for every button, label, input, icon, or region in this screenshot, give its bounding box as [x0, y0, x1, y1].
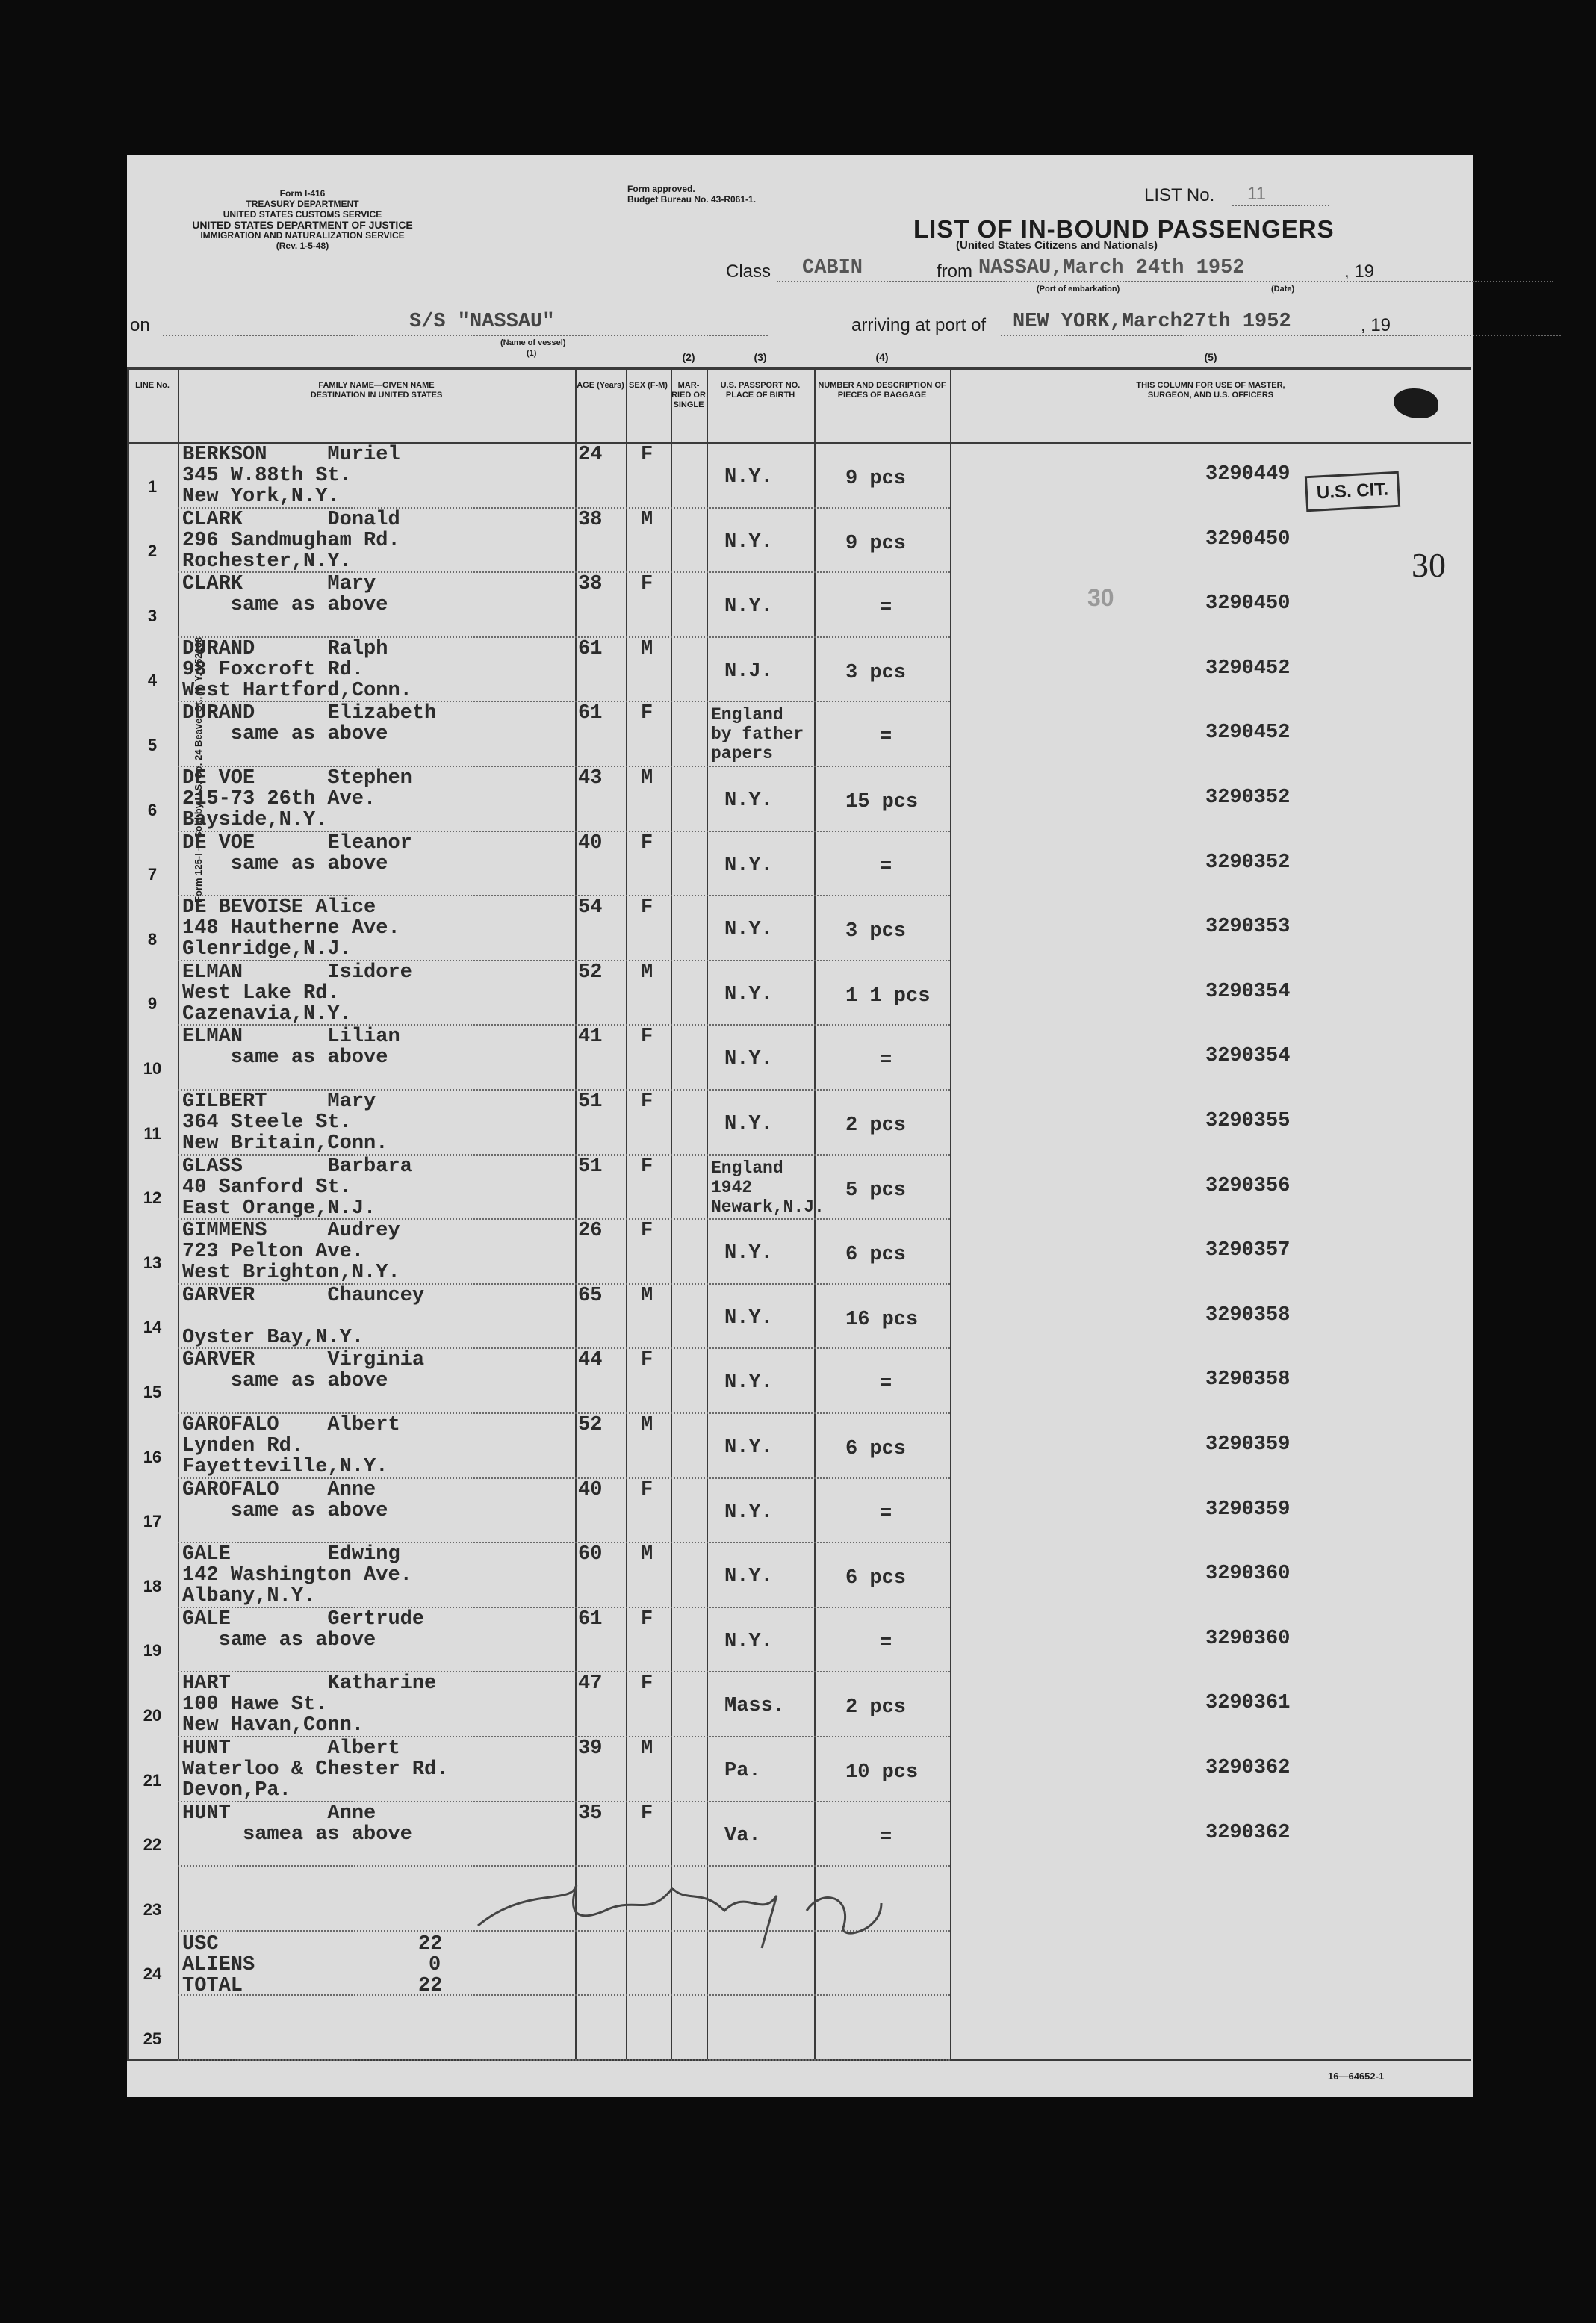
passenger-sex: M: [641, 1737, 653, 1760]
passenger-sex: F: [641, 1155, 653, 1178]
destination-address: same as above: [182, 1370, 388, 1393]
place-of-birth: England by father papers: [711, 705, 804, 764]
baggage-count: 16 pcs: [845, 1308, 919, 1331]
passenger-age: 61: [578, 1607, 603, 1631]
baggage-header: NUMBER AND DESCRIPTION OF PIECES OF BAGGAGE: [818, 381, 946, 400]
column-divider: [626, 367, 627, 2059]
place-of-birth: N.Y.: [724, 1113, 773, 1135]
line-number: 17: [143, 1512, 162, 1531]
aliens-label: ALIENS: [182, 1953, 255, 1976]
line-number: 3: [147, 606, 158, 625]
baggage-count: =: [880, 1826, 892, 1849]
destination-address: same as above: [182, 1628, 376, 1651]
passenger-name: DE BEVOISE Alice: [182, 896, 376, 919]
line-number: 20: [143, 1706, 162, 1725]
line-number: 7: [147, 865, 158, 884]
baggage-col-no: (4): [875, 351, 889, 363]
baggage-count: 1 1 pcs: [845, 984, 931, 1008]
officer-number: 3290359: [1205, 1433, 1291, 1456]
place-of-birth: N.Y.: [724, 595, 773, 618]
line-number: 4: [147, 671, 158, 690]
arrival-year-suffix: , 19: [1361, 315, 1391, 335]
destination-city: Oyster Bay,N.Y.: [182, 1326, 364, 1349]
officer-number: 3290354: [1205, 1045, 1291, 1068]
destination-address: 345 W.88th St.: [182, 465, 352, 487]
class-label: Class: [726, 261, 771, 282]
on-label: on: [130, 315, 150, 335]
destination-address: 364 Steele St.: [182, 1111, 352, 1134]
passenger-sex: F: [641, 896, 653, 919]
baggage-count: 6 pcs: [845, 1438, 907, 1460]
passenger-age: 51: [578, 1155, 603, 1178]
baggage-count: 9 pcs: [845, 532, 907, 555]
destination-city: New Havan,Conn.: [182, 1714, 364, 1737]
officers-header: THIS COLUMN FOR USE OF MASTER, SURGEON, AND U.S. OFFICERS: [1136, 381, 1285, 400]
passenger-name: GILBERT Mary: [182, 1091, 376, 1113]
destination-address: 723 Pelton Ave.: [182, 1241, 364, 1264]
passenger-age: 26: [578, 1220, 603, 1243]
line-number: 23: [143, 1899, 162, 1919]
destination-address: same as above: [182, 1046, 388, 1070]
passenger-name: GALE Gertrude: [182, 1607, 425, 1631]
place-of-birth: N.Y.: [724, 1501, 773, 1524]
destination-city: New York,N.Y.: [182, 486, 340, 508]
baggage-count: 2 pcs: [845, 1114, 907, 1137]
destination-city: East Orange,N.J.: [182, 1197, 376, 1220]
baggage-count: =: [880, 1631, 892, 1654]
vessel-column-number: (1): [527, 349, 537, 358]
passenger-age: 51: [578, 1091, 603, 1113]
passenger-name: GIMMENS Audrey: [182, 1220, 400, 1243]
passenger-age: 39: [578, 1737, 603, 1760]
passenger-name: HUNT Anne: [182, 1802, 376, 1825]
place-of-birth: N.Y.: [724, 466, 773, 489]
dept-justice: UNITED STATES DEPARTMENT OF JUSTICE: [192, 219, 413, 231]
table-left-border: [127, 367, 129, 2059]
passenger-sex: M: [641, 1543, 653, 1566]
officer-number: 3290362: [1205, 1757, 1291, 1779]
vessel-value: S/S "NASSAU": [409, 311, 555, 333]
passenger-table: [127, 155, 1473, 2097]
table-top-border: [127, 367, 1471, 370]
passenger-name: CLARK Donald: [182, 508, 400, 531]
place-of-birth: N.Y.: [724, 1306, 773, 1330]
line-number: 9: [147, 994, 158, 1014]
passenger-sex: F: [641, 1026, 653, 1049]
place-of-birth: N.J.: [724, 660, 773, 683]
passenger-name: GAROFALO Anne: [182, 1478, 376, 1501]
line-number: 13: [143, 1253, 162, 1272]
passenger-sex: F: [641, 1478, 653, 1501]
destination-city: Bayside,N.Y.: [182, 809, 328, 831]
passenger-name: CLARK Mary: [182, 573, 376, 596]
baggage-count: 6 pcs: [845, 1567, 907, 1590]
column-divider: [178, 367, 179, 2059]
passenger-age: 52: [578, 1414, 603, 1436]
line-number: 5: [147, 736, 158, 754]
destination-city: Rochester,N.Y.: [182, 550, 352, 573]
passenger-name: GALE Edwing: [182, 1543, 400, 1566]
officer-number: 3290360: [1205, 1627, 1291, 1650]
faded-30: 30: [1087, 584, 1114, 611]
passenger-name: ELMAN Isidore: [182, 961, 412, 984]
line-number: 10: [143, 1059, 162, 1078]
passenger-age: 35: [578, 1802, 603, 1825]
place-of-birth: N.Y.: [724, 1630, 773, 1653]
passenger-age: 61: [578, 702, 603, 725]
passenger-age: 41: [578, 1026, 603, 1049]
destination-city: Glenridge,N.J.: [182, 938, 352, 961]
place-of-birth: N.Y.: [724, 1436, 773, 1459]
destination-address: same as above: [182, 1499, 388, 1522]
destination-address: 40 Sanford St.: [182, 1176, 352, 1199]
baggage-count: =: [880, 1373, 892, 1396]
passenger-sex: M: [641, 508, 653, 531]
baggage-count: 15 pcs: [845, 791, 919, 813]
line-number: 1: [147, 477, 158, 496]
destination-address: 142 Washington Ave.: [182, 1564, 412, 1587]
dept-treasury: TREASURY DEPARTMENT: [246, 199, 359, 209]
passenger-sex: M: [641, 767, 653, 790]
destination-city: Albany,N.Y.: [182, 1585, 316, 1608]
place-of-birth: N.Y.: [724, 854, 773, 877]
date-caption: (Date): [1271, 285, 1295, 294]
baggage-count: 6 pcs: [845, 1244, 907, 1267]
destination-city: West Brighton,N.Y.: [182, 1262, 400, 1285]
arriving-label: arriving at port of: [851, 315, 987, 335]
officer-number: 3290356: [1205, 1174, 1291, 1197]
total-label: TOTAL: [182, 1974, 243, 1997]
passenger-sex: F: [641, 702, 653, 725]
officer-number: 3290352: [1205, 787, 1291, 809]
officer-number: 3290354: [1205, 980, 1291, 1003]
port-caption: (Port of embarkation): [1037, 285, 1120, 294]
passenger-name: DURAND Ralph: [182, 637, 388, 660]
place-of-birth: N.Y.: [724, 1242, 773, 1265]
passport-header: U.S. PASSPORT NO. PLACE OF BIRTH: [720, 381, 801, 400]
baggage-count: 3 pcs: [845, 661, 907, 684]
row-divider: [178, 1994, 950, 1996]
officer-number: 3290359: [1205, 1498, 1291, 1521]
from-year-suffix: , 19: [1344, 261, 1375, 282]
dept-customs: UNITED STATES CUSTOMS SERVICE: [223, 209, 382, 220]
destination-city: West Hartford,Conn.: [182, 679, 412, 702]
sex-header: SEX (F-M): [629, 381, 668, 390]
officer-number: 3290452: [1205, 657, 1291, 680]
baggage-count: =: [880, 726, 892, 749]
place-of-birth: N.Y.: [724, 983, 773, 1006]
destination-city: Fayetteville,N.Y.: [182, 1456, 388, 1478]
margin-number: 30: [1412, 546, 1446, 584]
from-value: NASSAU,March 24th 1952: [978, 257, 1245, 279]
budget-bureau: Budget Bureau No. 43-R061-1.: [627, 194, 757, 205]
inspector-signature: [463, 1858, 941, 1963]
passenger-age: 38: [578, 573, 603, 596]
place-of-birth: N.Y.: [724, 790, 773, 812]
place-of-birth: N.Y.: [724, 919, 773, 942]
officer-number: 3290358: [1205, 1368, 1291, 1392]
column-divider: [707, 367, 708, 2059]
line-no-header: LINE No.: [135, 381, 170, 390]
officer-number: 3290355: [1205, 1110, 1291, 1132]
arrival-value: NEW YORK,March27th 1952: [1013, 311, 1291, 333]
destination-address: 148 Hautherne Ave.: [182, 917, 400, 940]
usc-label: USC: [182, 1932, 219, 1956]
passenger-name: HART Katharine: [182, 1672, 437, 1696]
baggage-count: 3 pcs: [845, 920, 907, 943]
document-page: [127, 155, 1473, 2097]
destination-city: New Britain,Conn.: [182, 1132, 388, 1155]
passenger-name: DURAND Elizabeth: [182, 702, 437, 725]
passenger-sex: F: [641, 1672, 653, 1696]
line-number: 19: [143, 1641, 162, 1660]
line-number: 15: [143, 1383, 162, 1401]
destination-city: Devon,Pa.: [182, 1779, 291, 1802]
line-number: 8: [147, 929, 158, 949]
officer-number: 3290358: [1205, 1303, 1291, 1327]
passenger-sex: F: [641, 573, 653, 596]
line-number: 14: [143, 1318, 162, 1337]
passenger-name: GLASS Barbara: [182, 1155, 412, 1178]
baggage-count: =: [880, 1049, 892, 1073]
place-of-birth: N.Y.: [724, 1371, 773, 1395]
passenger-age: 60: [578, 1543, 603, 1566]
place-of-birth: N.Y.: [724, 1566, 773, 1589]
passenger-age: 61: [578, 637, 603, 660]
passenger-age: 52: [578, 961, 603, 984]
line-number: 25: [143, 2029, 162, 2048]
column-divider: [950, 367, 951, 2059]
baggage-count: 2 pcs: [845, 1696, 907, 1719]
line-number: 11: [143, 1123, 161, 1143]
place-of-birth: N.Y.: [724, 530, 773, 553]
passenger-sex: F: [641, 1349, 653, 1372]
officer-number: 3290450: [1205, 592, 1291, 615]
baggage-count: =: [880, 1502, 892, 1525]
passenger-sex: M: [641, 961, 653, 984]
passenger-age: 47: [578, 1672, 603, 1696]
line-number: 22: [143, 1835, 162, 1855]
passenger-sex: F: [641, 1091, 653, 1113]
passenger-name: DE VOE Stephen: [182, 767, 412, 790]
passenger-age: 54: [578, 896, 603, 919]
passenger-name: HUNT Albert: [182, 1737, 400, 1760]
total-count: 22: [418, 1974, 443, 1997]
line-number: 21: [143, 1770, 162, 1790]
side-form-text: Form 125-I — Sold by U.S. Co. 24 Beaver St., N. Y. U52168: [193, 636, 204, 902]
usc-count: 22: [418, 1932, 443, 1956]
passenger-sex: M: [641, 637, 653, 660]
from-label: from: [937, 261, 972, 282]
form-number: Form I-416: [279, 188, 326, 199]
line-number: 16: [143, 1447, 162, 1466]
officer-number: 3290357: [1205, 1239, 1291, 1262]
passenger-sex: M: [641, 1414, 653, 1436]
destination-address: West Lake Rd.: [182, 981, 340, 1005]
class-value: CABIN: [802, 257, 863, 279]
destination-address: samea as above: [182, 1823, 412, 1846]
passenger-name: ELMAN Lilian: [182, 1026, 400, 1049]
list-number-value: 11: [1247, 184, 1266, 204]
column-divider: [671, 367, 672, 2059]
married-col-no: (2): [682, 351, 695, 363]
baggage-count: =: [880, 855, 892, 878]
destination-address: same as above: [182, 852, 388, 875]
place-of-birth: Va.: [724, 1824, 761, 1847]
passenger-sex: F: [641, 1220, 653, 1243]
aliens-count: 0: [429, 1953, 441, 1976]
line-number: 18: [143, 1576, 162, 1595]
officer-number: 3290361: [1205, 1692, 1291, 1715]
destination-address: 98 Foxcroft Rd.: [182, 658, 364, 681]
place-of-birth: Mass.: [724, 1695, 786, 1718]
destination-city: Cazenavia,N.Y.: [182, 1002, 352, 1026]
passenger-sex: M: [641, 1284, 653, 1307]
list-number-label: LIST No.: [1144, 185, 1215, 205]
baggage-count: 5 pcs: [845, 1179, 907, 1202]
destination-address: same as above: [182, 723, 388, 746]
destination-address: 296 Sandmugham Rd.: [182, 529, 400, 552]
passenger-age: 40: [578, 831, 603, 855]
passenger-name: GARVER Chauncey: [182, 1284, 425, 1307]
line-number: 2: [147, 542, 158, 561]
us-citizen-stamp: U.S. CIT.: [1305, 471, 1400, 512]
row-divider: [178, 2059, 950, 2061]
passenger-sex: F: [641, 444, 653, 466]
form-approved: Form approved.: [627, 184, 695, 194]
document-subtitle: (United States Citizens and Nationals): [956, 239, 1158, 252]
officer-number: 3290360: [1205, 1563, 1291, 1586]
vessel-caption: (Name of vessel): [500, 338, 566, 347]
passenger-name: GAROFALO Albert: [182, 1414, 400, 1436]
passenger-age: 65: [578, 1284, 603, 1307]
baggage-count: 10 pcs: [845, 1761, 919, 1784]
baggage-count: =: [880, 597, 892, 620]
destination-address: 100 Hawe St.: [182, 1693, 328, 1716]
officer-number: 3290452: [1205, 722, 1291, 745]
passenger-sex: F: [641, 831, 653, 855]
passenger-sex: F: [641, 1607, 653, 1631]
officer-number: 3290450: [1205, 527, 1291, 550]
line-number: 24: [143, 1964, 162, 1984]
line-number: 6: [147, 800, 158, 819]
married-header: MAR-RIED OR SINGLE: [671, 381, 706, 409]
destination-address: Waterloo & Chester Rd.: [182, 1758, 449, 1781]
passenger-name: BERKSON Muriel: [182, 444, 400, 466]
place-of-birth: Pa.: [724, 1760, 761, 1782]
officer-number: 3290352: [1205, 851, 1291, 874]
name-header: FAMILY NAME—GIVEN NAME DESTINATION IN UNITED STATES: [310, 381, 443, 400]
passenger-age: 24: [578, 444, 603, 466]
officer-number: 3290449: [1205, 463, 1291, 486]
destination-address: same as above: [182, 594, 388, 617]
passport-col-no: (3): [754, 351, 767, 363]
officers-col-no: (5): [1204, 351, 1217, 363]
document-title: LIST OF IN-BOUND PASSENGERS: [913, 215, 1335, 243]
dept-immigration: IMMIGRATION AND NATURALIZATION SERVICE: [200, 230, 405, 241]
destination-address: Lynden Rd.: [182, 1435, 304, 1457]
passenger-age: 43: [578, 767, 603, 790]
column-divider: [575, 367, 577, 2059]
form-revision: (Rev. 1-5-48): [276, 241, 329, 251]
passenger-age: 38: [578, 508, 603, 531]
passenger-name: GARVER Virginia: [182, 1349, 425, 1372]
place-of-birth: England 1942 Newark,N.J.: [711, 1158, 825, 1217]
destination-address: 215-73 26th Ave.: [182, 788, 376, 810]
passenger-age: 44: [578, 1349, 603, 1372]
footer-code: 16—64652-1: [1328, 2071, 1385, 2082]
officer-number: 3290353: [1205, 916, 1291, 939]
place-of-birth: N.Y.: [724, 1048, 773, 1071]
officer-number: 3290362: [1205, 1821, 1291, 1844]
age-header: AGE (Years): [577, 381, 624, 390]
passenger-name: DE VOE Eleanor: [182, 831, 412, 855]
passenger-age: 40: [578, 1478, 603, 1501]
baggage-count: 9 pcs: [845, 468, 907, 490]
line-number: 12: [143, 1188, 162, 1208]
passenger-sex: F: [641, 1802, 653, 1825]
